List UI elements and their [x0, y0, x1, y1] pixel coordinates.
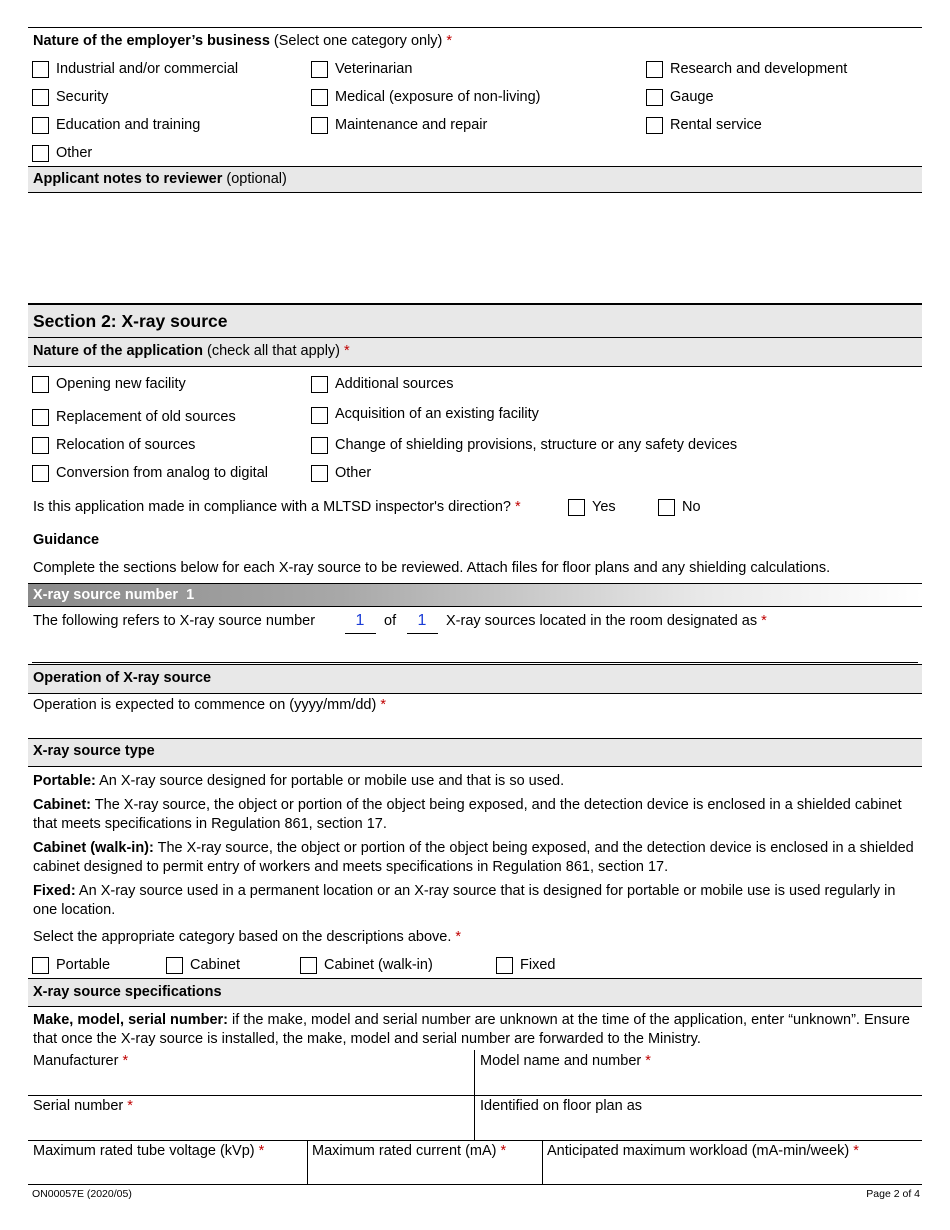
- option-label: Fixed: [520, 957, 556, 973]
- manufacturer-label: Manufacturer *: [33, 1053, 129, 1069]
- def-cabinet-walkin: Cabinet (walk-in): The X-ray source, the object or portion of the object being exposed, and the detection device is enclosed in a shielded cabinet designed to permit entry of workers and meets specifications in Regulation 861, section 17.: [33, 840, 914, 875]
- option-label: Industrial and/or commercial: [56, 61, 239, 77]
- option-label: Acquisition of an existing facility: [335, 406, 539, 422]
- option-label: Other: [335, 465, 372, 481]
- commence-label: Operation is expected to commence on (yyyy/mm/dd) *: [33, 697, 386, 713]
- make-model-serial-note: Make, model, serial number: if the make, model and serial number are unknown at the time of the application, enter “unknown”. Ensure that once the X-ray source is installed, the make, model and serial number are forwarded to the Ministry.: [33, 1012, 910, 1047]
- no-label: No: [682, 499, 701, 515]
- application-title: Nature of the application (check all that apply) *: [33, 343, 350, 359]
- checkbox-acquisition[interactable]: [311, 407, 328, 424]
- workload-input[interactable]: [543, 1161, 922, 1183]
- option-label: Research and development: [670, 61, 848, 77]
- floor-plan-input[interactable]: [475, 1116, 922, 1138]
- option-label: Cabinet: [190, 957, 240, 973]
- source-number-field[interactable]: 1: [355, 612, 365, 629]
- guidance-title: Guidance: [33, 532, 100, 548]
- option-label: Other: [56, 145, 93, 161]
- option-label: Cabinet (walk-in): [324, 957, 433, 973]
- checkbox-medical[interactable]: [311, 89, 328, 106]
- checkbox-cabinet-walkin[interactable]: [300, 957, 317, 974]
- option-label: Gauge: [670, 89, 714, 105]
- compliance-question: Is this application made in compliance with a MLTSD inspector's direction? *: [33, 499, 521, 515]
- checkbox-fixed[interactable]: [496, 957, 513, 974]
- checkbox-research[interactable]: [646, 61, 663, 78]
- yes-label: Yes: [592, 499, 616, 515]
- option-label: Maintenance and repair: [335, 117, 488, 133]
- option-label: Medical (exposure of non-living): [335, 89, 541, 105]
- room-designation-input[interactable]: [33, 636, 918, 660]
- notes-textarea[interactable]: [28, 194, 922, 300]
- current-label: Maximum rated current (mA) *: [312, 1143, 507, 1159]
- serial-label: Serial number *: [33, 1098, 133, 1114]
- checkbox-additional-sources[interactable]: [311, 376, 328, 393]
- select-category-label: Select the appropriate category based on the descriptions above. *: [33, 929, 462, 945]
- option-label: Replacement of old sources: [56, 409, 236, 425]
- manufacturer-input[interactable]: [28, 1071, 474, 1093]
- option-label: Change of shielding provisions, structure or any safety devices: [335, 437, 738, 453]
- checkbox-rental[interactable]: [646, 117, 663, 134]
- option-label: Portable: [56, 957, 111, 973]
- room-designated-label: X-ray sources located in the room designated as *: [446, 613, 767, 629]
- voltage-input[interactable]: [28, 1161, 307, 1183]
- commence-date-input[interactable]: [28, 715, 922, 737]
- checkbox-industrial[interactable]: [32, 61, 49, 78]
- form-id: ON00057E (2020/05): [32, 1188, 132, 1200]
- voltage-label: Maximum rated tube voltage (kVp) *: [33, 1143, 265, 1159]
- option-label: Security: [56, 89, 109, 105]
- checkbox-portable[interactable]: [32, 957, 49, 974]
- checkbox-replacement[interactable]: [32, 409, 49, 426]
- checkbox-gauge[interactable]: [646, 89, 663, 106]
- model-label: Model name and number *: [480, 1053, 651, 1069]
- checkbox-shielding-change[interactable]: [311, 437, 328, 454]
- notes-title: Applicant notes to reviewer (optional): [33, 171, 287, 187]
- source-number-header: X-ray source number 1: [33, 587, 195, 603]
- specs-title: X-ray source specifications: [33, 984, 222, 1000]
- def-fixed: Fixed: An X-ray source used in a permanent location or an X-ray source that is designed for portable or mobile use is used regularly in one location.: [33, 883, 896, 918]
- source-type-title: X-ray source type: [33, 743, 155, 759]
- floor-plan-label: Identified on floor plan as: [480, 1098, 643, 1114]
- option-label: Education and training: [56, 117, 201, 133]
- guidance-text: Complete the sections below for each X-ray source to be reviewed. Attach files for floor plans and any shielding calculations.: [33, 560, 831, 576]
- def-portable: Portable: An X-ray source designed for portable or mobile use and that is so used.: [33, 773, 565, 789]
- def-cabinet: Cabinet: The X-ray source, the object or portion of the object being exposed, and the detection device is enclosed in a shielded cabinet that meets specifications in Regulation 861, section 17.: [33, 797, 902, 832]
- option-label: Relocation of sources: [56, 437, 196, 453]
- checkbox-maintenance[interactable]: [311, 117, 328, 134]
- source-refers-label: The following refers to X-ray source number: [33, 613, 316, 629]
- checkbox-other-application[interactable]: [311, 465, 328, 482]
- source-total-field[interactable]: 1: [417, 612, 427, 629]
- current-input[interactable]: [308, 1161, 542, 1183]
- workload-label: Anticipated maximum workload (mA-min/week) *: [547, 1143, 859, 1159]
- checkbox-compliance-no[interactable]: [658, 499, 675, 516]
- serial-input[interactable]: [28, 1116, 474, 1138]
- operation-title: Operation of X-ray source: [33, 670, 212, 686]
- checkbox-security[interactable]: [32, 89, 49, 106]
- option-label: Opening new facility: [56, 376, 186, 392]
- checkbox-other-business[interactable]: [32, 145, 49, 162]
- option-label: Veterinarian: [335, 61, 413, 77]
- model-input[interactable]: [475, 1071, 922, 1093]
- checkbox-relocation[interactable]: [32, 437, 49, 454]
- option-label: Conversion from analog to digital: [56, 465, 268, 481]
- checkbox-education[interactable]: [32, 117, 49, 134]
- checkbox-veterinarian[interactable]: [311, 61, 328, 78]
- checkbox-opening-new-facility[interactable]: [32, 376, 49, 393]
- option-label: Additional sources: [335, 376, 454, 392]
- employer-business-title: Nature of the employer’s business (Select one category only) *: [33, 33, 453, 49]
- checkbox-compliance-yes[interactable]: [568, 499, 585, 516]
- section2-title: Section 2: X-ray source: [33, 311, 228, 331]
- of-label: of: [384, 613, 397, 629]
- checkbox-conversion[interactable]: [32, 465, 49, 482]
- option-label: Rental service: [670, 117, 762, 133]
- checkbox-cabinet[interactable]: [166, 957, 183, 974]
- page-number: Page 2 of 4: [866, 1188, 920, 1200]
